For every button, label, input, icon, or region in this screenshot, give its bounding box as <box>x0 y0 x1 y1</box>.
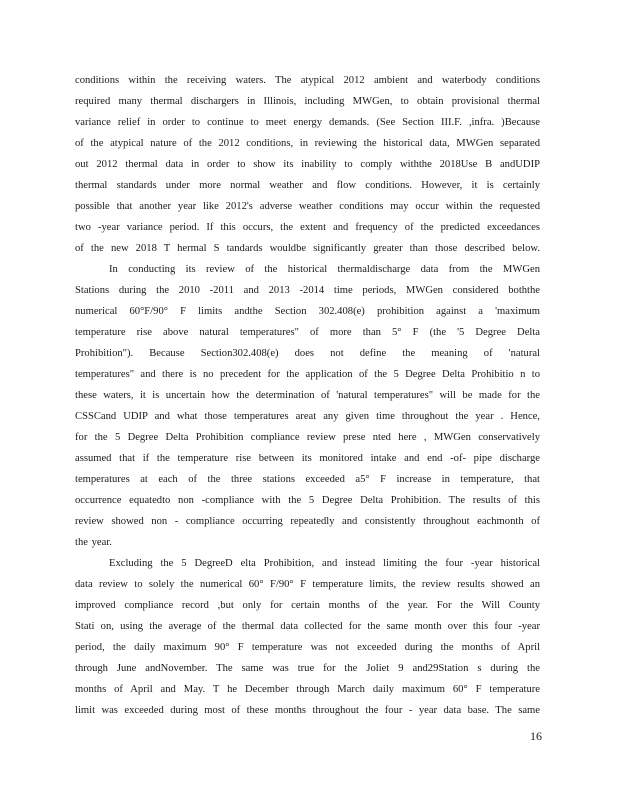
text-line: out 2012 thermal data in order to show its inability to comply withthe 2018Use B andUDIP <box>75 159 540 170</box>
text-line: In conducting its review of the historical thermaldischarge data from the MWGen <box>109 264 540 275</box>
text-line: months of April and May. T he December through March daily maximum 60° F temperature <box>75 684 540 695</box>
text-line: through June andNovember. The same was true for the Joliet 9 and29Station s during the <box>75 663 540 674</box>
text-line: Stati on, using the average of the thermal data collected for the same month over this four -year <box>75 621 540 632</box>
text-line: two -year variance period. If this occurs, the extent and frequency of the predicted exceedances <box>75 222 540 233</box>
text-line: period, the daily maximum 90° F temperature was not exceeded during the months of April <box>75 642 540 653</box>
text-line: temperatures at each of the three stations exceeded a5° F increase in temperature, that <box>75 474 540 485</box>
text-line: of the atypical nature of the 2012 conditions, in reviewing the historical data, MWGen separated <box>75 138 540 149</box>
text-line: conditions within the receiving waters. The atypical 2012 ambient and waterbody conditions <box>75 75 540 86</box>
text-line: for the 5 Degree Delta Prohibition compliance review prese nted here , MWGen conservatively <box>75 432 540 443</box>
text-line: improved compliance record ,but only for certain months of the year. For the Will County <box>75 600 540 611</box>
text-line: temperatures" and there is no precedent for the application of the 5 Degree Delta Prohibitio n to <box>75 369 540 380</box>
text-line: Prohibition"). Because Section302.408(e) does not define the meaning of 'natural <box>75 348 540 359</box>
text-line: temperature rise above natural temperatures" of more than 5° F (the '5 Degree Delta <box>75 327 540 338</box>
text-line: numerical 60°F/90° F limits andthe Section 302.408(e) prohibition against a 'maximum <box>75 306 540 317</box>
text-line: possible that another year like 2012's adverse weather conditions may occur within the requested <box>75 201 540 212</box>
text-line: occurrence equatedto non -compliance with the 5 Degree Delta Prohibition. The results of this <box>75 495 540 506</box>
text-line: these waters, it is uncertain how the determination of 'natural temperatures" will be made for the <box>75 390 540 401</box>
text-line: thermal standards under more normal weather and flow conditions. However, it is certainly <box>75 180 540 191</box>
text-line: limit was exceeded during most of these months throughout the four - year data base. The same <box>75 705 540 716</box>
text-line: of the new 2018 T hermal S tandards wouldbe significantly greater than those described below. <box>75 243 540 254</box>
text-line: CSSCand UDIP and what those temperatures areat any given time throughout the year . Hence, <box>75 411 540 422</box>
text-line: assumed that if the temperature rise between its monitored intake and end -of- pipe discharge <box>75 453 540 464</box>
text-line: required many thermal dischargers in Illinois, including MWGen, to obtain provisional thermal <box>75 96 540 107</box>
page-number: 16 <box>530 729 542 743</box>
body-text <box>75 70 540 721</box>
text-line: review showed non - compliance occurring repeatedly and consistently throughout eachmonth of <box>75 516 540 527</box>
text-line: the year. <box>75 537 112 548</box>
text-line: Excluding the 5 DegreeD elta Prohibition, and instead limiting the four -year historical <box>109 558 540 569</box>
text-line: Stations during the 2010 -2011 and 2013 -2014 time periods, MWGen considered boththe <box>75 285 540 296</box>
text-line: variance relief in order to continue to meet energy demands. (See Section III.F. ,infra. )Because <box>75 117 540 128</box>
text-line: data review to solely the numerical 60° F/90° F temperature limits, the review results showed an <box>75 579 540 590</box>
